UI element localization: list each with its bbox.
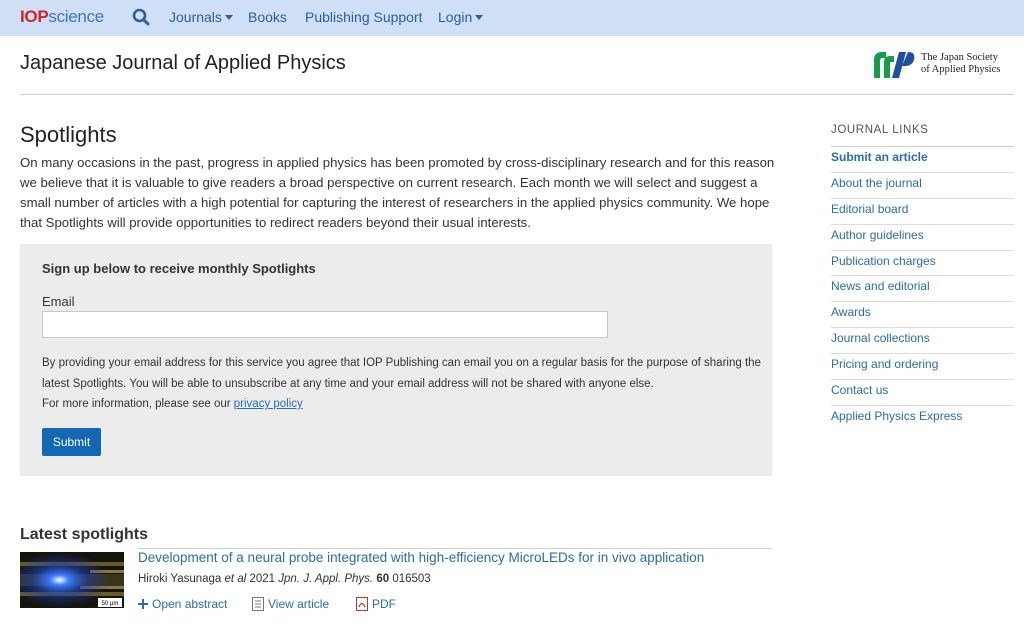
plus-icon	[138, 599, 148, 609]
document-icon	[252, 597, 264, 611]
top-navbar	[0, 0, 1024, 36]
nav-publishing-support-link[interactable]	[305, 9, 423, 25]
article-volume: 60	[376, 573, 390, 585]
page-title: Spotlights	[20, 122, 117, 147]
jsap-emblem-icon	[872, 48, 916, 80]
brand-iop-text: IOP	[20, 7, 49, 26]
sidebar-item-publication-charges[interactable]: Publication charges	[831, 251, 1014, 277]
sidebar-item-about-journal[interactable]: About the journal	[831, 173, 1014, 199]
sidebar-item-pricing-ordering[interactable]: Pricing and ordering	[831, 354, 1014, 380]
iopscience-logo[interactable]	[20, 7, 104, 27]
article-authors: Hiroki Yasunaga	[138, 573, 222, 585]
chevron-down-icon	[475, 15, 483, 20]
nav-journals-menu[interactable]	[169, 9, 233, 25]
header-divider	[20, 94, 1014, 95]
sidebar-item-author-guidelines[interactable]: Author guidelines	[831, 225, 1014, 251]
signup-heading: Sign up below to receive monthly Spotlights	[42, 261, 316, 276]
sidebar-item-applied-physics-express[interactable]: Applied Physics Express	[831, 408, 963, 423]
consent-text	[42, 353, 762, 415]
pdf-label: PDF	[372, 597, 396, 611]
article-year: 2021	[249, 573, 276, 585]
sidebar-item-news-editorial[interactable]: News and editorial	[831, 276, 1014, 302]
journal-title[interactable]: Japanese Journal of Applied Physics	[20, 52, 346, 74]
search-icon[interactable]	[132, 8, 150, 26]
email-field[interactable]	[42, 311, 608, 338]
journal-links-heading: JOURNAL LINKS	[831, 124, 929, 136]
jsap-name-line1: The Japan Society	[921, 52, 998, 63]
article-et-al: et al	[224, 573, 247, 585]
article-number: 016503	[392, 573, 431, 585]
sidebar-item-awards[interactable]: Awards	[831, 302, 1014, 328]
latest-divider	[138, 548, 772, 549]
email-label: Email	[42, 294, 75, 309]
article-title-link[interactable]: Development of a neural probe integrated with high-efficiency MicroLEDs for in vivo application	[138, 550, 705, 565]
signup-form	[20, 244, 772, 476]
open-abstract-button[interactable]	[138, 597, 227, 611]
nav-login-label: Login	[438, 9, 473, 25]
article-journal: Jpn. J. Appl. Phys.	[278, 573, 374, 585]
jsap-name	[921, 52, 1000, 76]
nav-publishing-support-label: Publishing Support	[305, 9, 423, 25]
view-article-label: View article	[268, 597, 330, 611]
thumbnail-image	[20, 552, 124, 608]
sidebar-item-contact-us[interactable]: Contact us	[831, 380, 1014, 406]
view-article-link[interactable]	[252, 597, 329, 611]
thumbnail-scale-label: 50 μm	[101, 601, 119, 607]
open-abstract-label: Open abstract	[152, 597, 228, 611]
sidebar-item-submit-article[interactable]: Submit an article	[831, 147, 1014, 173]
jsap-logo[interactable]	[872, 48, 1012, 82]
article-thumbnail[interactable]	[20, 552, 124, 608]
nav-books-link[interactable]	[248, 9, 287, 25]
journal-links-list	[831, 147, 1014, 432]
nav-login-menu[interactable]	[438, 9, 483, 25]
more-info-text: For more information, please see our	[42, 398, 231, 410]
pdf-link[interactable]	[356, 597, 396, 611]
sidebar-item-editorial-board[interactable]: Editorial board	[831, 199, 1014, 225]
jsap-name-line2: of Applied Physics	[921, 64, 1001, 75]
latest-spotlights-title: Latest spotlights	[20, 526, 149, 543]
nav-journals-label: Journals	[169, 9, 222, 25]
privacy-line	[42, 394, 762, 415]
privacy-policy-link[interactable]: privacy policy	[233, 398, 303, 410]
article-citation	[138, 573, 431, 585]
sidebar-item-journal-collections[interactable]: Journal collections	[831, 328, 1014, 354]
consent-paragraph: By providing your email address for this service you agree that IOP Publishing can email you on a regular basis for the purpose of sharing the latest Spotlights. You will be able to unsubscribe at any time and your email address will not be shared with anyone else.	[42, 357, 761, 390]
nav-books-label: Books	[248, 9, 287, 25]
submit-button[interactable]: Submit	[42, 428, 101, 456]
brand-science-text: science	[48, 7, 104, 26]
pdf-icon	[356, 597, 368, 611]
chevron-down-icon	[225, 15, 233, 20]
intro-paragraph: On many occasions in the past, progress in applied physics has been promoted by cross-disciplinary research and for this reason we believe that it is valuable to give readers a broad perspective on current research. Each month we will select and suggest a small number of articles with a high potential for capturing the interest of researchers in the applied physics community. We hope that Spotlights will provide opportunities to redirect readers beyond their usual interests.	[20, 155, 775, 230]
